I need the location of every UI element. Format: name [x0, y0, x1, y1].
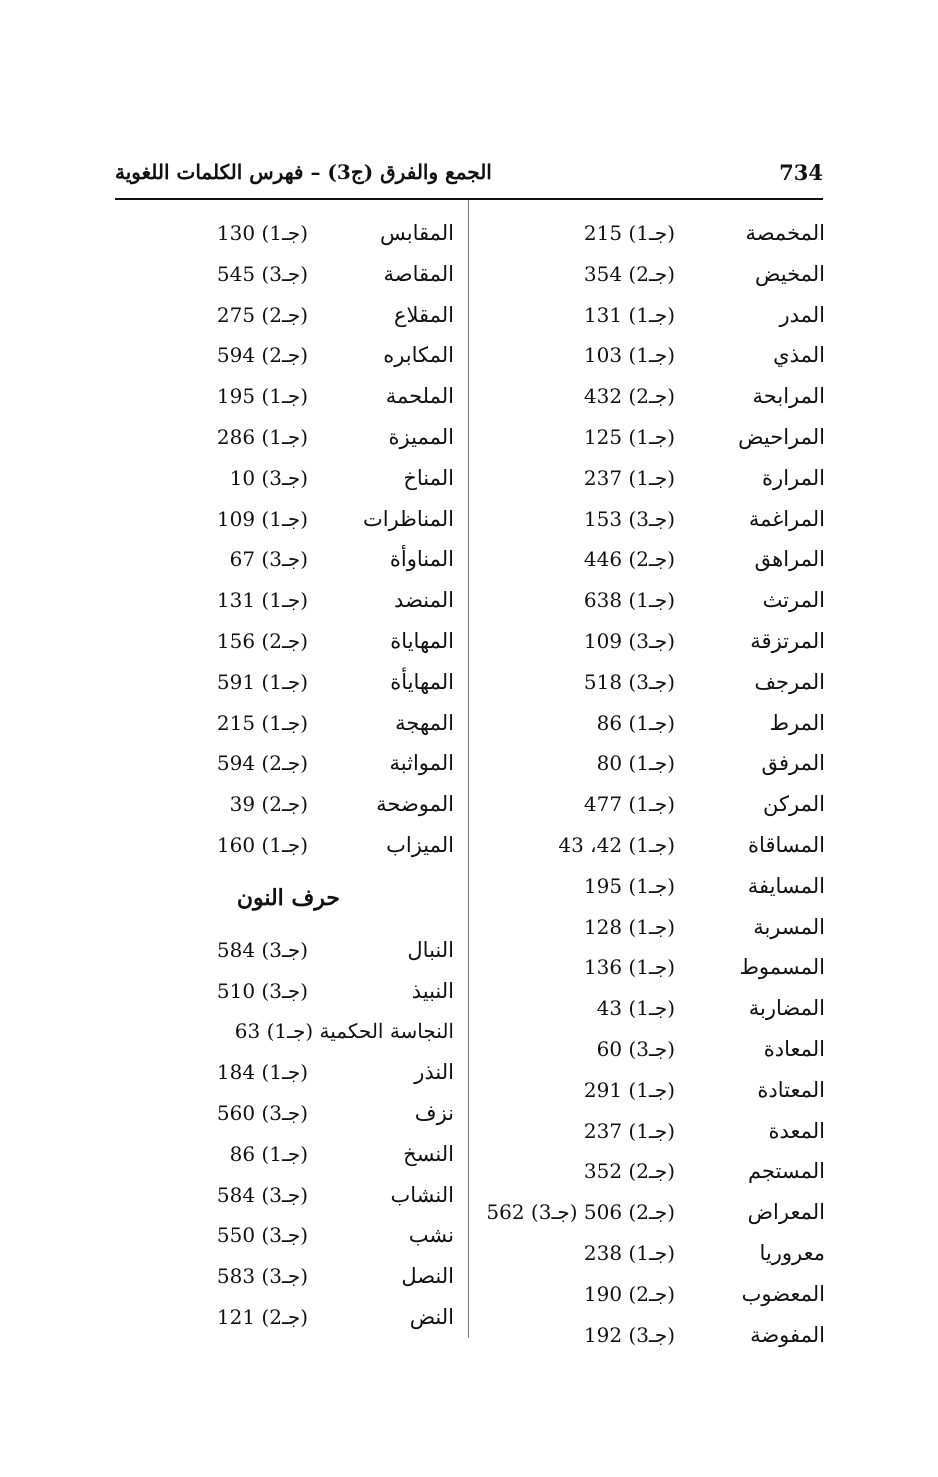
index-entry	[108, 458, 458, 499]
entry-term: المعراض	[747, 1200, 825, 1225]
index-entry	[475, 1274, 825, 1315]
entry-term: المراهق	[754, 547, 825, 572]
index-entry	[108, 1011, 458, 1052]
index-entry	[475, 335, 825, 376]
entry-term: المدر	[779, 302, 825, 327]
entry-reference: (جـ3) 10	[229, 465, 308, 490]
entry-term: النبيذ	[411, 978, 454, 1003]
entry-term: المركن	[763, 792, 825, 817]
column-divider	[468, 200, 469, 1338]
entry-term: المرابحة	[752, 384, 825, 409]
entry-reference: (جـ1) 160	[216, 832, 308, 857]
entry-term: المهايأة	[390, 669, 454, 694]
index-entry	[108, 539, 458, 580]
entry-term: المميزة	[388, 424, 454, 449]
index-entry	[475, 784, 825, 825]
entry-term: النشاب	[390, 1182, 454, 1207]
entry-term: المضاربة	[748, 996, 825, 1021]
index-entry	[108, 499, 458, 540]
entry-term: المقابس	[379, 221, 454, 245]
entry-reference: (جـ1) 131	[583, 302, 675, 327]
entry-reference: (جـ3) 109	[583, 628, 675, 653]
entry-term: المهجة	[395, 710, 454, 735]
entry-reference: (جـ3) 192	[583, 1322, 675, 1347]
entry-reference: النجاسة الحكمية (جـ1) 63	[234, 1019, 454, 1044]
page-number: 734	[779, 160, 823, 185]
index-group-noon	[108, 930, 458, 1338]
entry-reference: (جـ1) 477	[583, 792, 675, 817]
index-entry	[475, 1315, 825, 1356]
entry-term: النض	[409, 1304, 454, 1329]
entry-term: المعادة	[763, 1036, 825, 1061]
entry-term: المسايفة	[747, 873, 825, 898]
index-column-right	[475, 213, 825, 1355]
entry-reference: (جـ1) 109	[216, 506, 308, 531]
entry-term: المعتادة	[757, 1077, 825, 1102]
entry-term: المكابره	[383, 343, 454, 368]
entry-term: الموضحة	[376, 792, 454, 817]
index-entry	[108, 825, 458, 866]
index-entry	[108, 1175, 458, 1216]
entry-term: المراغمة	[748, 506, 825, 531]
entry-term: المسموط	[739, 955, 825, 980]
entry-reference: (جـ1) 43	[596, 996, 675, 1021]
entry-reference: (جـ2) 121	[216, 1304, 308, 1329]
entry-reference: (جـ1) 125	[583, 424, 675, 449]
entry-reference: (جـ2) 190	[583, 1281, 675, 1306]
entry-reference: (جـ1) 591	[216, 669, 308, 694]
entry-reference: (جـ1) 86	[229, 1141, 308, 1166]
entry-term: المرجف	[754, 669, 825, 694]
entry-term: المقاصة	[383, 261, 454, 286]
running-header	[115, 158, 823, 200]
index-entry	[475, 539, 825, 580]
entry-term: المخيض	[755, 261, 825, 286]
index-entry	[108, 703, 458, 744]
entry-reference: (جـ3) 518	[583, 669, 675, 694]
index-entry	[475, 1233, 825, 1274]
index-entry	[475, 499, 825, 540]
index-entry	[475, 580, 825, 621]
index-entry	[475, 417, 825, 458]
index-entry	[108, 1215, 458, 1256]
entry-reference: (جـ1) 238	[583, 1240, 675, 1265]
index-entry	[108, 930, 458, 971]
index-entry	[475, 376, 825, 417]
entry-term: المرط	[769, 710, 825, 735]
entry-reference: (جـ1) 286	[216, 424, 308, 449]
index-entry	[475, 254, 825, 295]
index-entry	[475, 458, 825, 499]
entry-reference: (جـ1) 136	[583, 955, 675, 980]
index-entry	[108, 621, 458, 662]
entry-term: المناوأة	[389, 547, 454, 572]
entry-reference: (جـ1) 195	[583, 873, 675, 898]
entry-reference: (جـ2) 39	[229, 792, 308, 817]
entry-term: المرفق	[761, 751, 825, 776]
entry-term: النذر	[414, 1060, 454, 1085]
entry-reference: (جـ3) 583	[216, 1264, 308, 1289]
entry-reference: (جـ3) 153	[583, 506, 675, 531]
entry-reference: (جـ2) 432	[583, 384, 675, 409]
index-entry	[108, 1134, 458, 1175]
entry-term: المخمصة	[745, 221, 825, 245]
entry-reference: (جـ1) 184	[216, 1060, 308, 1085]
entry-term: المقلاع	[393, 302, 454, 327]
entry-term: المناخ	[403, 465, 454, 490]
index-entry	[475, 662, 825, 703]
entry-reference: (جـ1) 86	[596, 710, 675, 735]
entry-reference: (جـ2) 352	[583, 1159, 675, 1184]
entry-reference: (جـ3) 60	[596, 1036, 675, 1061]
entry-term: النسخ	[403, 1141, 454, 1166]
entry-reference: (جـ1) 130	[216, 221, 308, 245]
entry-reference: (جـ3) 67	[229, 547, 308, 572]
entry-term: المساقاة	[748, 832, 825, 857]
entry-term: النبال	[407, 937, 454, 962]
entry-term: المفوضة	[750, 1322, 825, 1347]
entry-reference: (جـ2) 594	[216, 343, 308, 368]
index-entry	[475, 825, 825, 866]
entry-reference: (جـ2) 354	[583, 261, 675, 286]
entry-term: المنضد	[394, 588, 454, 613]
entry-reference: (جـ2) 594	[216, 751, 308, 776]
entry-reference: (جـ3) 545	[216, 261, 308, 286]
entry-term: المهاياة	[390, 628, 454, 653]
index-entry	[108, 580, 458, 621]
index-entry	[475, 1029, 825, 1070]
index-entry	[108, 1297, 458, 1338]
entry-reference: (جـ1) 128	[583, 914, 675, 939]
entry-reference: (جـ3) 584	[216, 937, 308, 962]
index-entry	[475, 213, 825, 254]
entry-term: نشب	[408, 1223, 454, 1248]
entry-reference: (جـ1) 195	[216, 384, 308, 409]
entry-reference: (جـ3) 550	[216, 1223, 308, 1248]
entry-reference: (جـ2) 275	[216, 302, 308, 327]
entry-reference: (جـ3) 510	[216, 978, 308, 1003]
entry-term: الميزاب	[386, 832, 454, 857]
entry-reference: (جـ3) 560	[216, 1100, 308, 1125]
entry-reference: (جـ1) 42، 43	[558, 832, 675, 857]
section-title: حرف النون	[236, 884, 340, 911]
index-entry	[108, 971, 458, 1012]
entry-reference: (جـ1) 291	[583, 1077, 675, 1102]
entry-term: المراحيض	[738, 424, 825, 449]
index-entry	[108, 376, 458, 417]
index-entry	[108, 335, 458, 376]
entry-term: المناظرات	[362, 506, 454, 531]
entry-term: المعدة	[768, 1118, 825, 1143]
index-entry	[475, 295, 825, 336]
index-entry	[475, 621, 825, 662]
index-group-meem-continued	[108, 213, 458, 866]
index-entry	[475, 1111, 825, 1152]
index-entry	[475, 743, 825, 784]
entry-term: المعضوب	[741, 1281, 825, 1306]
index-entry	[475, 907, 825, 948]
entry-term: المذي	[773, 343, 825, 368]
entry-term: المرتث	[762, 588, 825, 613]
entry-term: المرتزقة	[750, 628, 825, 653]
index-entry	[108, 662, 458, 703]
entry-reference: (جـ1) 237	[583, 465, 675, 490]
entry-reference: (جـ1) 215	[583, 221, 675, 245]
entry-term: المسربة	[753, 914, 825, 939]
entry-term: المواثبة	[389, 751, 454, 776]
index-entry	[475, 1151, 825, 1192]
index-entry	[108, 1256, 458, 1297]
index-entry	[108, 1093, 458, 1134]
index-entry	[108, 254, 458, 295]
entry-reference: (جـ1) 638	[583, 588, 675, 613]
entry-reference: (جـ3) 584	[216, 1182, 308, 1207]
index-entry	[475, 866, 825, 907]
index-entry	[475, 1070, 825, 1111]
entry-reference: (جـ1) 131	[216, 588, 308, 613]
entry-reference: (جـ1) 237	[583, 1118, 675, 1143]
entry-term: معروريا	[759, 1240, 825, 1265]
index-entry	[475, 947, 825, 988]
entry-term: الملحمة	[385, 384, 454, 409]
index-entry	[475, 988, 825, 1029]
entry-reference: (جـ1) 103	[583, 343, 675, 368]
index-entry	[108, 417, 458, 458]
index-entry	[108, 743, 458, 784]
index-entry	[108, 213, 458, 254]
entry-reference: (جـ1) 215	[216, 710, 308, 735]
entry-reference: (جـ2) 156	[216, 628, 308, 653]
entry-reference: (جـ2) 446	[583, 547, 675, 572]
entry-term: نزف	[414, 1100, 454, 1125]
running-title: الجمع والفرق (ج3) – فهرس الكلمات اللغوية	[115, 160, 492, 184]
entry-reference: (جـ2) 506 (جـ3) 562	[486, 1200, 675, 1225]
index-entry	[475, 703, 825, 744]
index-entry	[108, 1052, 458, 1093]
entry-term: المرارة	[762, 465, 825, 490]
entry-term: المستجم	[748, 1159, 825, 1184]
entry-term: النصل	[401, 1264, 454, 1289]
index-entry	[108, 784, 458, 825]
index-column-left	[108, 213, 458, 1338]
index-entry	[108, 295, 458, 336]
entry-reference: (جـ1) 80	[596, 751, 675, 776]
index-entry	[475, 1192, 825, 1233]
